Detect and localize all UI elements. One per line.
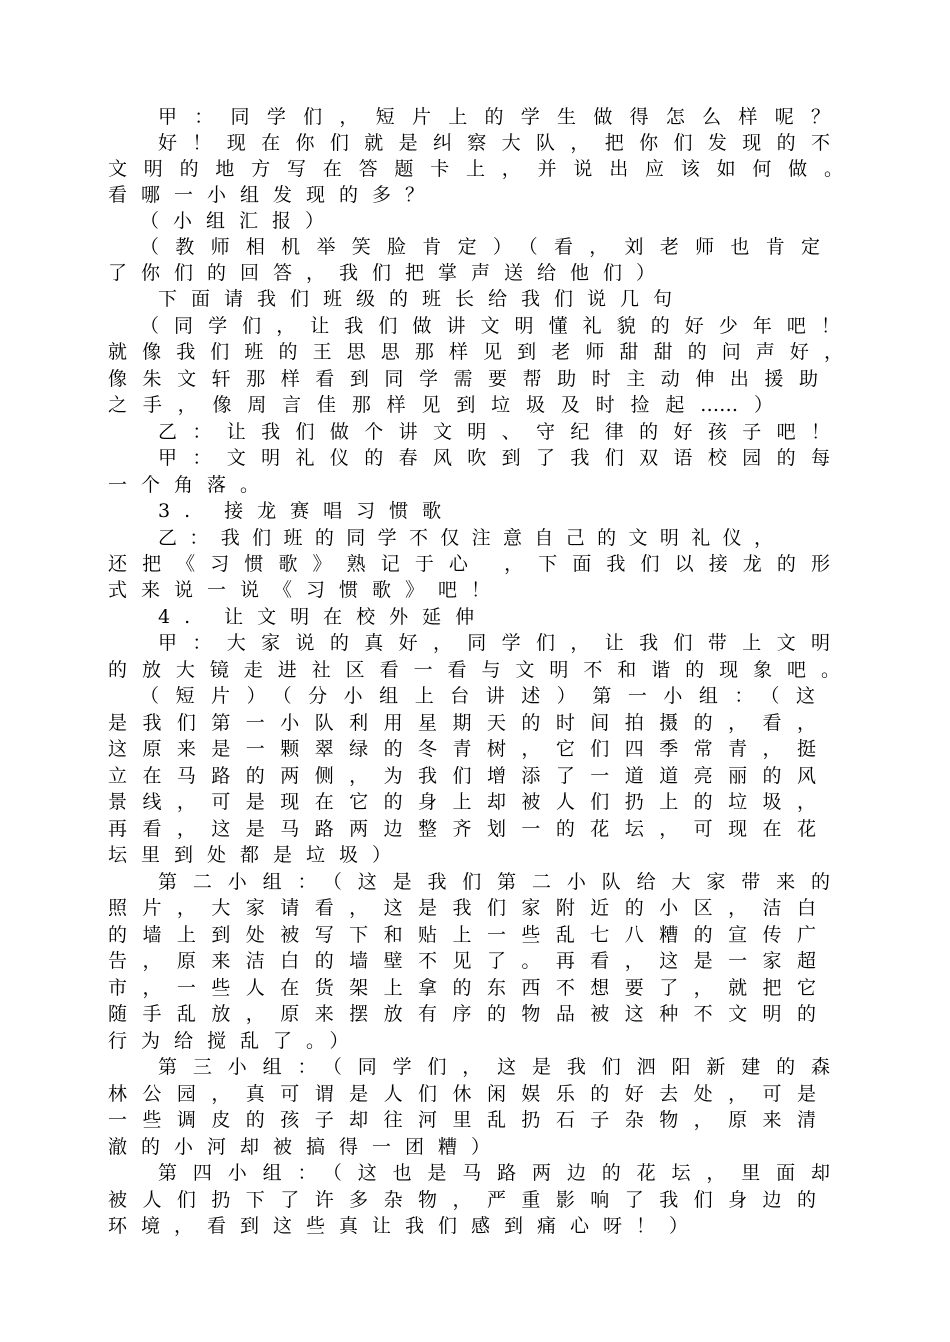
text-line: 再看，这是马路两边整齐划一的花坛，可现在花 bbox=[108, 818, 816, 840]
text-line: 随手乱放，原来摆放有序的物品被这种不文明的 bbox=[108, 1003, 816, 1025]
text-line: 了你们的回答，我们把掌声送给他们） bbox=[108, 262, 670, 284]
text-line: 甲：文明礼仪的春风吹到了我们双语校园的每 bbox=[158, 447, 830, 469]
text-line: 下面请我们班级的班长给我们说几句 bbox=[158, 288, 687, 310]
text-line: 甲：大家说的真好，同学们，让我们带上文明 bbox=[158, 632, 830, 654]
text-line: 就像我们班的王思思那样见到老师甜甜的问声好， bbox=[108, 341, 843, 363]
text-line: 立在马路的两侧，为我们增添了一道道亮丽的风 bbox=[108, 765, 816, 787]
text-line: （教师相机举笑脸肯定）（看，刘老师也肯定 bbox=[140, 236, 820, 258]
text-line: 环境，看到这些真让我们感到痛心呀！） bbox=[108, 1215, 703, 1237]
text-line: 的墙上到处被写下和贴上一些乱七八糟的宣传广 bbox=[108, 924, 816, 946]
text-line: 之手，像周言佳那样见到垃圾及时捡起……） bbox=[108, 394, 773, 416]
text-line: 林公园，真可谓是人们休闲娱乐的好去处，可是 bbox=[108, 1083, 816, 1105]
text-line: 看哪一小组发现的多？ bbox=[108, 184, 439, 206]
text-line: 甲：同学们，短片上的学生做得怎么样呢？ bbox=[158, 106, 830, 128]
text-line: 好！现在你们就是纠察大队，把你们发现的不 bbox=[158, 132, 830, 154]
text-line: （同学们，让我们做讲文明懂礼貌的好少年吧！ bbox=[140, 315, 840, 337]
text-line: 被人们扔下了许多杂物，严重影响了我们身边的 bbox=[108, 1189, 816, 1211]
text-line: 文明的地方写在答题卡上，并说出应该如何做。 bbox=[108, 158, 843, 180]
text-line: 的放大镜走进社区看一看与文明不和谐的现象吧。 bbox=[108, 659, 840, 681]
text-line: 像朱文轩那样看到同学需要帮助时主动伸出援助 bbox=[108, 368, 818, 390]
text-line: 这原来是一颗翠绿的冬青树，它们四季常青，挺 bbox=[108, 738, 816, 760]
text-line: 还把《习惯歌》熟记于心 ，下面我们以接龙的形 bbox=[108, 553, 830, 575]
text-line: 式来说一说《习惯歌》吧！ bbox=[108, 579, 505, 601]
text-line: 坛里到处都是垃圾） bbox=[108, 844, 406, 866]
text-line: （短片）（分小组上台讲述）第一小组：（这 bbox=[140, 685, 815, 707]
text-line: 第四小组：（这也是马路两边的花坛，里面却 bbox=[158, 1162, 830, 1184]
text-line: 一个角落。 bbox=[108, 474, 274, 496]
text-line: 乙：我们班的同学不仅注意自己的文明礼仪， bbox=[158, 527, 773, 549]
text-line: 景线，可是现在它的身上却被人们扔上的垃圾， bbox=[108, 791, 816, 813]
text-line: 乙：让我们做个讲文明、守纪律的好孩子吧！ bbox=[158, 421, 830, 443]
text-line: 第三小组：（同学们，这是我们泗阳新建的森 bbox=[158, 1056, 830, 1078]
text-line: （小组汇报） bbox=[140, 210, 339, 232]
text-line: 第二小组：（这是我们第二小队给大家带来的 bbox=[158, 871, 830, 893]
text-line: 是我们第一小队利用星期天的时间拍摄的，看， bbox=[108, 712, 816, 734]
text-line: 告，原来洁白的墙壁不见了。再看，这是一家超 bbox=[108, 950, 816, 972]
text-line: 澈的小河却被搞得一团糟） bbox=[108, 1136, 505, 1158]
text-line: 3. 接龙赛唱习惯歌 bbox=[158, 500, 456, 522]
text-line: 市，一些人在货架上拿的东西不想要了，就把它 bbox=[108, 977, 816, 999]
text-line: 4. 让文明在校外延伸 bbox=[158, 606, 489, 628]
text-line: 一些调皮的孩子却往河里乱扔石子杂物，原来清 bbox=[108, 1109, 816, 1131]
text-line: 照片，大家请看，这是我们家附近的小区，洁白 bbox=[108, 897, 816, 919]
text-line: 行为给搅乱了。） bbox=[108, 1030, 363, 1052]
